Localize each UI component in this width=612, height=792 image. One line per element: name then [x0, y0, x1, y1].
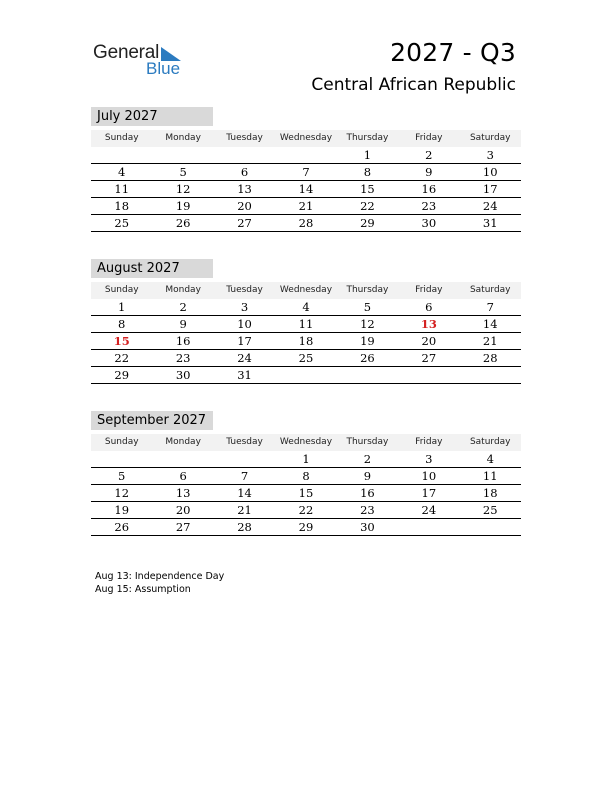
day-cell	[275, 367, 336, 383]
day-cell: 7	[240, 469, 249, 483]
month-label: September 2027	[91, 411, 213, 430]
day-cell: 22	[298, 503, 314, 517]
day-cell: 1	[118, 300, 126, 314]
day-cell: 5	[179, 165, 187, 179]
week-row	[91, 198, 521, 215]
day-cell: 28	[237, 520, 252, 534]
day-cell: 27	[237, 216, 252, 230]
week-row	[91, 502, 521, 519]
day-cell: 29	[114, 368, 130, 382]
day-cell: 25	[482, 503, 498, 517]
day-cell: 30	[360, 520, 375, 534]
day-cell: 19	[360, 334, 375, 348]
day-cell: 11	[298, 317, 314, 331]
weekday-header-row	[91, 130, 521, 147]
weekday-header: Tuesday	[226, 437, 263, 447]
day-cell: 14	[298, 182, 314, 196]
day-cell: 20	[421, 334, 437, 348]
week-row	[91, 299, 521, 316]
weekday-header: Wednesday	[279, 133, 333, 143]
day-cell: 26	[175, 216, 191, 230]
day-cell: 23	[175, 351, 191, 365]
weekday-header: Thursday	[346, 133, 389, 143]
day-cell: 17	[237, 334, 252, 348]
weekday-header-row	[91, 282, 521, 299]
day-cell: 20	[175, 503, 191, 517]
day-cell: 3	[425, 452, 433, 466]
day-cell: 29	[298, 520, 314, 534]
day-cell: 6	[425, 300, 433, 314]
week-row	[91, 215, 521, 232]
day-cell: 15	[360, 182, 375, 196]
day-cell: 13	[175, 486, 191, 500]
day-cell: 12	[360, 317, 375, 331]
day-cell: 8	[363, 165, 372, 179]
day-cell: 28	[298, 216, 314, 230]
day-cell: 18	[114, 199, 130, 213]
day-cell: 10	[421, 469, 437, 483]
day-cell: 5	[363, 300, 372, 314]
weekday-header: Thursday	[346, 285, 389, 295]
day-cell: 22	[114, 351, 130, 365]
day-cell: 9	[363, 469, 372, 483]
week-row	[91, 147, 521, 164]
day-cell: 30	[175, 368, 191, 382]
day-cell: 3	[240, 300, 249, 314]
day-cell: 18	[298, 334, 314, 348]
day-cell	[460, 519, 521, 535]
weekday-header: Sunday	[104, 133, 139, 143]
day-cell: 11	[482, 469, 498, 483]
day-cell: 1	[302, 452, 310, 466]
week-row	[91, 333, 521, 350]
weekday-header: Monday	[165, 133, 201, 143]
month-label: July 2027	[91, 107, 213, 126]
country-name: Central African Republic	[311, 75, 516, 95]
holiday-note: Aug 13: Independence Day	[95, 571, 225, 582]
day-cell: 19	[175, 199, 191, 213]
day-cell	[91, 147, 152, 163]
day-cell: 23	[360, 503, 375, 517]
logo-blue-text: Blue	[146, 59, 181, 78]
day-cell: 2	[363, 452, 372, 466]
day-cell: 31	[237, 368, 252, 382]
day-cell: 4	[118, 165, 126, 179]
weekday-header: Friday	[415, 437, 443, 447]
day-cell: 21	[298, 199, 314, 213]
day-cell: 16	[175, 334, 191, 348]
day-cell: 27	[421, 351, 437, 365]
day-cell	[275, 147, 336, 163]
day-cell: 24	[237, 351, 252, 365]
day-cell: 4	[302, 300, 310, 314]
day-cell: 26	[114, 520, 130, 534]
day-cell: 25	[298, 351, 314, 365]
day-cell	[152, 147, 213, 163]
day-cell: 18	[482, 486, 498, 500]
day-cell	[214, 147, 275, 163]
day-cell	[398, 367, 459, 383]
day-cell: 4	[486, 452, 494, 466]
weekday-header: Saturday	[469, 437, 511, 447]
day-cell	[91, 451, 152, 467]
weekday-header: Sunday	[104, 437, 139, 447]
day-cell: 30	[421, 216, 437, 230]
holiday-date: 13	[420, 317, 437, 331]
weekday-header: Tuesday	[226, 133, 263, 143]
weekday-header: Monday	[165, 285, 201, 295]
day-cell: 15	[298, 486, 314, 500]
weekday-header: Sunday	[104, 285, 139, 295]
week-row	[91, 468, 521, 485]
weekday-header: Saturday	[469, 285, 511, 295]
day-cell: 19	[114, 503, 130, 517]
day-cell: 9	[179, 317, 187, 331]
day-cell	[214, 451, 275, 467]
day-cell: 2	[179, 300, 187, 314]
day-cell: 21	[482, 334, 498, 348]
day-cell: 13	[237, 182, 252, 196]
holiday-date: 15	[113, 334, 130, 348]
day-cell: 17	[421, 486, 437, 500]
week-row	[91, 451, 521, 468]
month-label: August 2027	[91, 259, 213, 278]
day-cell: 16	[360, 486, 375, 500]
month-calendar	[91, 259, 521, 384]
day-cell: 10	[237, 317, 252, 331]
day-cell: 12	[114, 486, 130, 500]
day-cell: 14	[482, 317, 498, 331]
week-row	[91, 316, 521, 333]
day-cell: 8	[118, 317, 126, 331]
day-cell	[152, 451, 213, 467]
day-cell: 23	[421, 199, 437, 213]
month-calendar	[91, 107, 521, 232]
day-cell: 7	[486, 300, 494, 314]
day-cell	[460, 367, 521, 383]
day-cell	[398, 519, 459, 535]
day-cell: 17	[482, 182, 498, 196]
day-cell: 12	[175, 182, 191, 196]
day-cell: 3	[486, 148, 494, 162]
day-cell: 25	[114, 216, 130, 230]
day-cell: 6	[240, 165, 249, 179]
day-cell: 7	[302, 165, 310, 179]
day-cell: 6	[179, 469, 187, 483]
week-row	[91, 485, 521, 502]
week-row	[91, 350, 521, 367]
weekday-header: Monday	[165, 437, 201, 447]
weekday-header: Friday	[415, 133, 443, 143]
day-cell: 10	[482, 165, 498, 179]
page-title: 2027 - Q3	[390, 38, 516, 67]
weekday-header: Saturday	[469, 133, 511, 143]
holiday-note: Aug 15: Assumption	[95, 584, 191, 595]
day-cell: 1	[363, 148, 372, 162]
weekday-header: Tuesday	[226, 285, 263, 295]
day-cell: 9	[425, 165, 433, 179]
weekday-header: Friday	[415, 285, 443, 295]
weekday-header-row	[91, 434, 521, 451]
day-cell: 22	[360, 199, 375, 213]
day-cell: 14	[237, 486, 252, 500]
week-row	[91, 164, 521, 181]
weekday-header: Thursday	[346, 437, 389, 447]
day-cell: 28	[482, 351, 498, 365]
day-cell: 31	[482, 216, 498, 230]
day-cell: 5	[118, 469, 126, 483]
day-cell: 2	[425, 148, 433, 162]
month-calendar	[91, 411, 521, 536]
week-row	[91, 367, 521, 384]
week-row	[91, 181, 521, 198]
day-cell: 26	[360, 351, 375, 365]
day-cell: 24	[421, 503, 437, 517]
day-cell: 21	[237, 503, 252, 517]
day-cell: 20	[237, 199, 252, 213]
holiday-notes	[95, 570, 224, 596]
day-cell: 27	[175, 520, 191, 534]
day-cell: 11	[114, 182, 130, 196]
day-cell: 8	[302, 469, 310, 483]
weekday-header: Wednesday	[279, 285, 333, 295]
week-row	[91, 519, 521, 536]
logo-general-text: General	[93, 42, 160, 63]
day-cell	[337, 367, 398, 383]
day-cell: 29	[360, 216, 375, 230]
weekday-header: Wednesday	[279, 437, 333, 447]
day-cell: 16	[421, 182, 437, 196]
day-cell: 24	[482, 199, 498, 213]
logo	[93, 42, 193, 78]
